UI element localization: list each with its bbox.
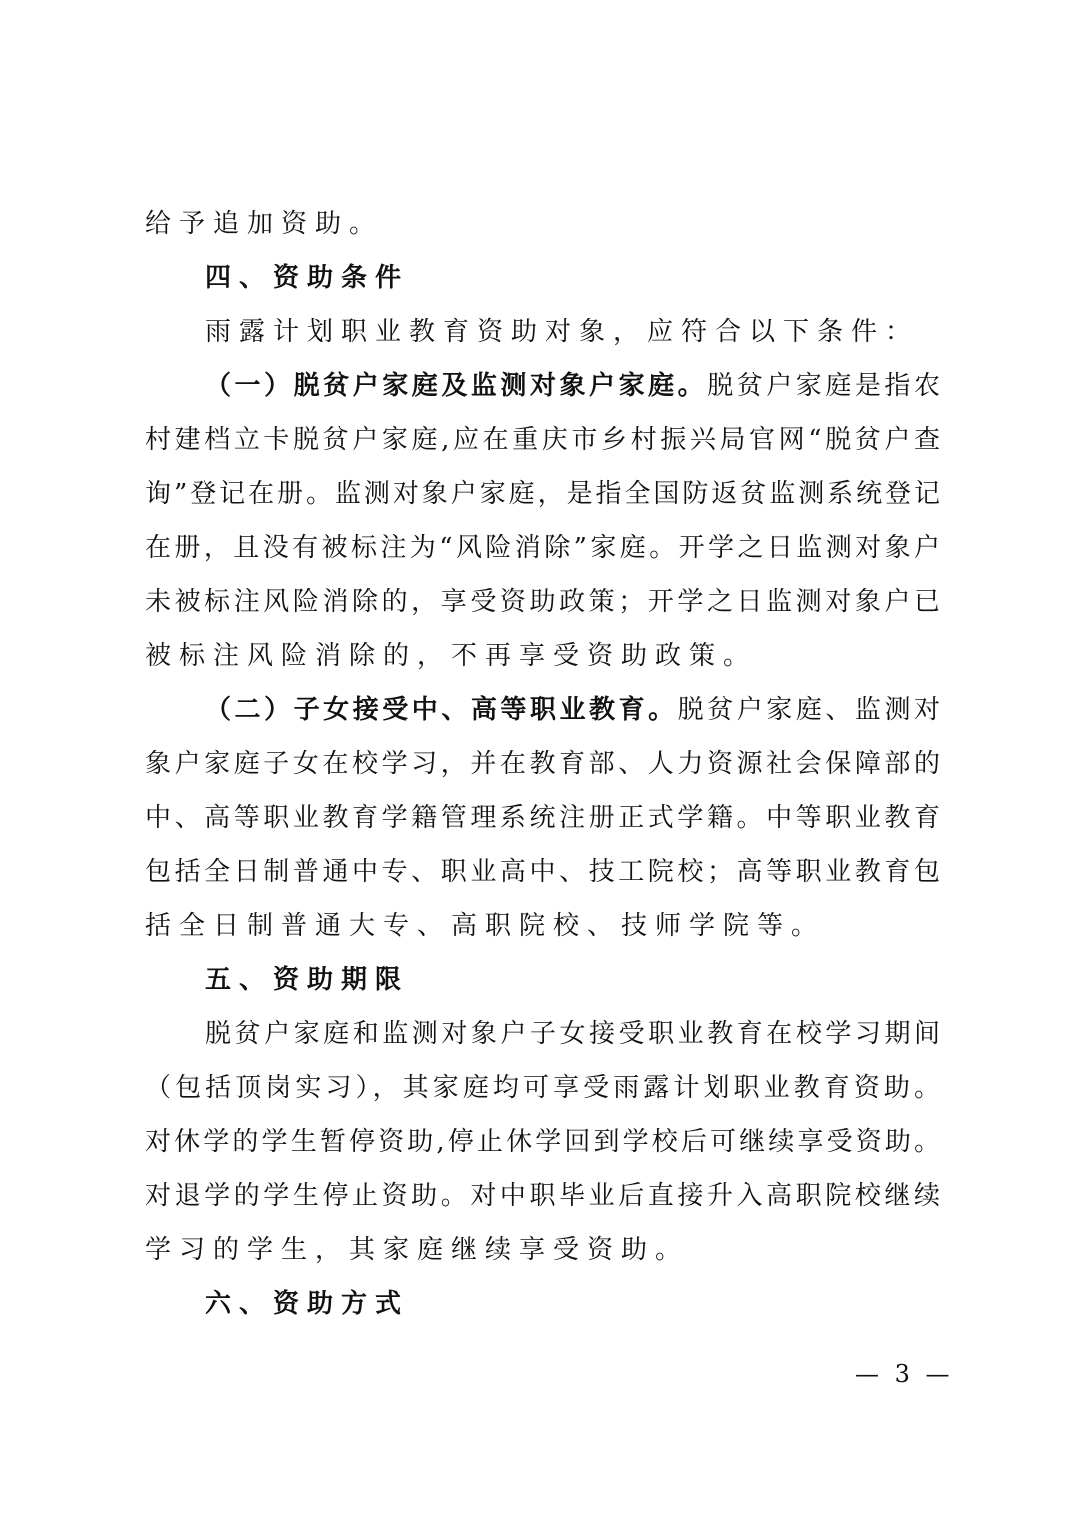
body-text: 询”登记在册。监测对象户家庭，是指全国防返贫监测系统登记 [145, 479, 940, 509]
text-line [145, 800, 940, 836]
text-line [145, 584, 940, 620]
body-text: 学习的学生，其家庭继续享受资助。 [145, 1235, 690, 1265]
body-text: 括全日制普通大专、高职院校、技师学院等。 [145, 911, 826, 941]
body-text: （包括顶岗实习），其家庭均可享受雨露计划职业教育资助。 [145, 1073, 940, 1103]
text-line [205, 962, 940, 998]
text-line [145, 476, 940, 512]
text-line [205, 260, 940, 296]
body-text: 脱贫户家庭、监测对 [677, 695, 940, 725]
text-line [145, 1232, 940, 1268]
body-text: 对退学的学生停止资助。对中职毕业后直接升入高职院校继续 [145, 1181, 940, 1211]
heading-text: 四、资助条件 [205, 263, 410, 293]
body-text: 中、高等职业教育学籍管理系统注册正式学籍。中等职业教育 [145, 803, 940, 833]
text-line [145, 422, 940, 458]
text-line [205, 1286, 940, 1322]
heading-text: （一）脱贫户家庭及监测对象户家庭。 [205, 371, 708, 401]
heading-text: 五、资助期限 [205, 965, 410, 995]
text-line [145, 1070, 940, 1106]
text-line [145, 638, 940, 674]
body-text: 包括全日制普通中专、职业高中、技工院校；高等职业教育包 [145, 857, 940, 887]
body-text: 脱贫户家庭是指农 [707, 371, 940, 401]
text-line [205, 314, 940, 350]
body-text: 村建档立卡脱贫户家庭,应在重庆市乡村振兴局官网“脱贫户查 [145, 425, 940, 455]
body-text: 象户家庭子女在校学习，并在教育部、人力资源社会保障部的 [145, 749, 940, 779]
text-line [145, 530, 940, 566]
text-line [205, 692, 940, 728]
body-text: 脱贫户家庭和监测对象户子女接受职业教育在校学习期间 [205, 1019, 940, 1049]
heading-text: 六、资助方式 [205, 1289, 410, 1319]
body-text: 在册，且没有被标注为“风险消除”家庭。开学之日监测对象户 [145, 533, 940, 563]
text-line [145, 1178, 940, 1214]
body-text: 给予追加资助。 [145, 209, 384, 239]
body-text: 未被标注风险消除的，享受资助政策；开学之日监测对象户已 [145, 587, 940, 617]
text-line [145, 1124, 940, 1160]
body-text: 雨露计划职业教育资助对象，应符合以下条件： [205, 317, 920, 347]
page-number: — 3 — [855, 1360, 954, 1388]
text-line [145, 908, 940, 944]
text-line [145, 206, 940, 242]
text-line [145, 854, 940, 890]
text-line [205, 1016, 940, 1052]
body-text: 被标注风险消除的，不再享受资助政策。 [145, 641, 758, 671]
body-text: 对休学的学生暂停资助,停止休学回到学校后可继续享受资助。 [145, 1127, 940, 1157]
text-line [205, 368, 940, 404]
text-line [145, 746, 940, 782]
heading-text: （二）子女接受中、高等职业教育。 [205, 695, 678, 725]
